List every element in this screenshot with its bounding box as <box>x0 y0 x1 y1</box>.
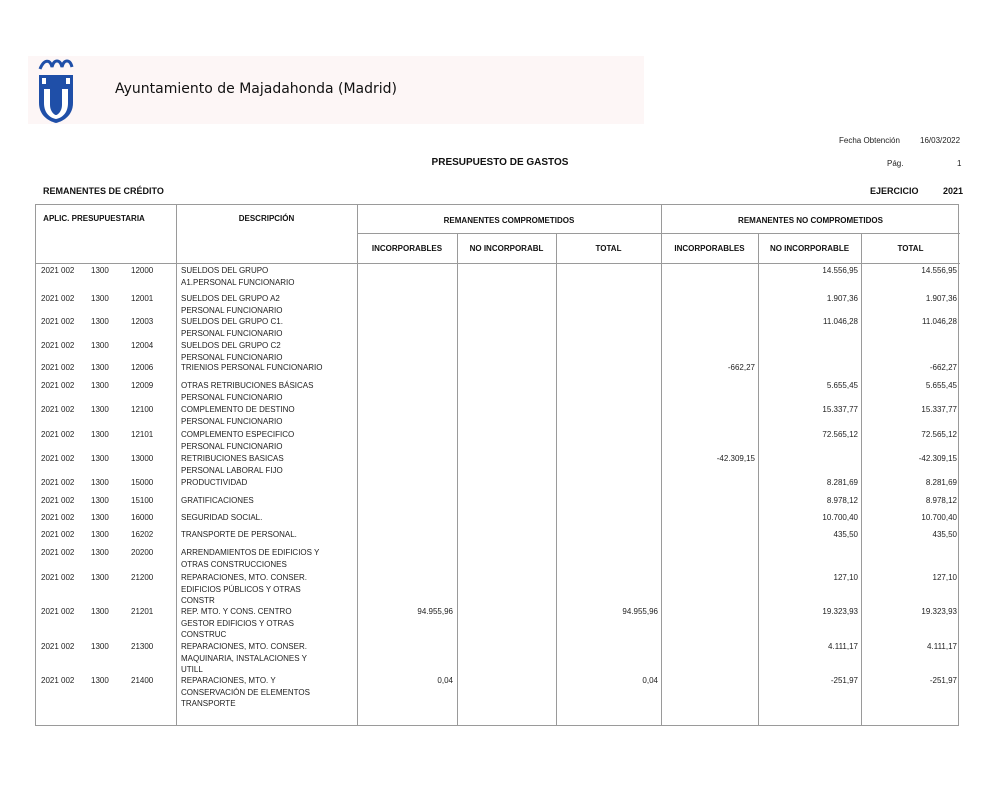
col-divider <box>176 205 177 725</box>
ejercicio-label: EJERCICIO <box>870 186 919 196</box>
descripcion-line: GRATIFICACIONES <box>181 496 254 505</box>
cell-organica: 2021 002 <box>41 266 75 275</box>
cell-nocomp-no-incorporable: 4.111,17 <box>828 642 858 651</box>
ejercicio-value: 2021 <box>943 186 964 196</box>
organization-name: Ayuntamiento de Majadahonda (Madrid) <box>115 81 398 97</box>
cell-nocomp-total: 127,10 <box>932 573 957 582</box>
cell-economica: 12003 <box>131 317 154 326</box>
descripcion-line: CONSTRUC <box>181 630 227 639</box>
cell-descripcion <box>181 572 353 607</box>
cell-comp-incorporables: 0,04 <box>437 676 453 685</box>
descripcion-line: PERSONAL FUNCIONARIO <box>181 416 283 426</box>
cell-nocomp-total: 4.111,17 <box>927 642 957 651</box>
cell-economica: 12101 <box>131 430 154 439</box>
cell-descripcion <box>181 316 353 339</box>
cell-organica: 2021 002 <box>41 341 75 350</box>
descripcion-line: TRIENIOS PERSONAL FUNCIONARIO <box>181 363 323 372</box>
descripcion-line: PERSONAL FUNCIONARIO <box>181 441 283 451</box>
cell-economica: 20200 <box>131 548 154 557</box>
cell-economica: 21300 <box>131 642 154 651</box>
cell-nocomp-incorporables: -662,27 <box>727 363 755 372</box>
col-divider <box>357 205 358 725</box>
cell-nocomp-no-incorporable: 14.556,95 <box>822 266 858 275</box>
cell-descripcion <box>181 606 353 641</box>
budget-table <box>35 204 959 726</box>
cell-nocomp-total: 14.556,95 <box>921 266 957 275</box>
cell-nocomp-no-incorporable: 1.907,36 <box>826 294 858 303</box>
descripcion-line: EDIFICIOS PÚBLICOS Y OTRAS <box>181 584 301 594</box>
cell-economica: 12000 <box>131 266 154 275</box>
cell-programa: 1300 <box>91 676 109 685</box>
cell-nocomp-total: 72.565,12 <box>921 430 957 439</box>
header-bottom-rule <box>36 263 960 264</box>
cell-nocomp-total: -251,97 <box>929 676 957 685</box>
cell-descripcion <box>181 429 353 452</box>
cell-economica: 16202 <box>131 530 154 539</box>
cell-programa: 1300 <box>91 430 109 439</box>
cell-economica: 21200 <box>131 573 154 582</box>
cell-economica: 12004 <box>131 341 154 350</box>
cell-descripcion <box>181 362 353 374</box>
cell-descripcion <box>181 404 353 427</box>
descripcion-line: COMPLEMENTO ESPECIFICO <box>181 430 295 439</box>
header-descripcion: DESCRIPCIÓN <box>238 214 295 223</box>
cell-economica: 12001 <box>131 294 154 303</box>
cell-descripcion <box>181 512 353 524</box>
cell-nocomp-no-incorporable: 72.565,12 <box>822 430 858 439</box>
descripcion-line: SUELDOS DEL GRUPO <box>181 266 269 275</box>
cell-nocomp-total: 8.978,12 <box>925 496 957 505</box>
cell-organica: 2021 002 <box>41 363 75 372</box>
cell-comp-total: 0,04 <box>642 676 658 685</box>
cell-programa: 1300 <box>91 454 109 463</box>
descripcion-line: SUELDOS DEL GRUPO C1. <box>181 317 283 326</box>
cell-nocomp-total: 8.281,69 <box>925 478 957 487</box>
cell-organica: 2021 002 <box>41 454 75 463</box>
descripcion-line: SUELDOS DEL GRUPO A2 <box>181 294 280 303</box>
cell-economica: 21400 <box>131 676 154 685</box>
cell-organica: 2021 002 <box>41 294 75 303</box>
descripcion-line: GESTOR EDIFICIOS Y OTRAS <box>181 618 294 628</box>
header-no-incorporable: NO INCORPORABLE <box>769 244 850 253</box>
cell-economica: 21201 <box>131 607 154 616</box>
cell-descripcion <box>181 529 353 541</box>
cell-organica: 2021 002 <box>41 478 75 487</box>
cell-descripcion <box>181 265 353 288</box>
cell-organica: 2021 002 <box>41 573 75 582</box>
page-value: 1 <box>957 159 962 168</box>
cell-descripcion <box>181 380 353 403</box>
descripcion-line: OTRAS CONSTRUCCIONES <box>181 559 287 569</box>
cell-programa: 1300 <box>91 642 109 651</box>
descripcion-line: CONSERVACIÓN DE ELEMENTOS <box>181 687 310 697</box>
cell-nocomp-no-incorporable: 19.323,93 <box>822 607 858 616</box>
fecha-label: Fecha Obtención <box>839 136 900 145</box>
cell-economica: 15100 <box>131 496 154 505</box>
header-aplic: APLIC. PRESUPUESTARIA <box>43 214 145 223</box>
header-incorporables: INCORPORABLES <box>371 244 443 253</box>
municipal-shield-logo <box>36 57 76 125</box>
col-divider <box>661 205 662 725</box>
descripcion-line: PERSONAL FUNCIONARIO <box>181 328 283 338</box>
descripcion-line: CONSTR <box>181 596 215 605</box>
cell-programa: 1300 <box>91 381 109 390</box>
header-divider <box>357 233 960 234</box>
cell-nocomp-total: 11.046,28 <box>922 317 957 326</box>
cell-organica: 2021 002 <box>41 607 75 616</box>
cell-economica: 16000 <box>131 513 154 522</box>
cell-nocomp-no-incorporable: 435,50 <box>833 530 858 539</box>
cell-programa: 1300 <box>91 266 109 275</box>
cell-nocomp-no-incorporable: 5.655,45 <box>826 381 858 390</box>
cell-nocomp-no-incorporable: 15.337,77 <box>822 405 858 414</box>
cell-programa: 1300 <box>91 317 109 326</box>
cell-organica: 2021 002 <box>41 548 75 557</box>
cell-descripcion <box>181 547 353 570</box>
header-total-comprometidos: TOTAL <box>595 244 622 253</box>
cell-programa: 1300 <box>91 496 109 505</box>
descripcion-line: RETRIBUCIONES BASICAS <box>181 454 284 463</box>
descripcion-line: PERSONAL FUNCIONARIO <box>181 352 283 362</box>
cell-nocomp-no-incorporable: 127,10 <box>833 573 858 582</box>
cell-organica: 2021 002 <box>41 317 75 326</box>
header-remanentes-comprometidos: REMANENTES COMPROMETIDOS <box>443 216 575 225</box>
cell-nocomp-total: 19.323,93 <box>921 607 957 616</box>
cell-descripcion <box>181 641 353 676</box>
cell-programa: 1300 <box>91 548 109 557</box>
cell-nocomp-total: 1.907,36 <box>925 294 957 303</box>
cell-nocomp-no-incorporable: 8.281,69 <box>826 478 858 487</box>
header-incorporables-no-comprometidos: INCORPORABLES <box>674 244 745 253</box>
cell-comp-total: 94.955,96 <box>622 607 658 616</box>
descripcion-line: TRANSPORTE <box>181 699 236 708</box>
descripcion-line: MAQUINARIA, INSTALACIONES Y <box>181 653 307 663</box>
fecha-value: 16/03/2022 <box>920 136 961 145</box>
descripcion-line: OTRAS RETRIBUCIONES BÁSICAS <box>181 381 314 390</box>
cell-organica: 2021 002 <box>41 530 75 539</box>
cell-nocomp-total: 10.700,40 <box>921 513 957 522</box>
cell-programa: 1300 <box>91 478 109 487</box>
cell-programa: 1300 <box>91 607 109 616</box>
cell-descripcion <box>181 675 353 710</box>
cell-descripcion <box>181 495 353 507</box>
cell-programa: 1300 <box>91 405 109 414</box>
cell-programa: 1300 <box>91 341 109 350</box>
document-title: PRESUPUESTO DE GASTOS <box>431 157 569 168</box>
descripcion-line: REPARACIONES, MTO. CONSER. <box>181 642 307 651</box>
cell-nocomp-no-incorporable: -251,97 <box>830 676 858 685</box>
descripcion-line: REP. MTO. Y CONS. CENTRO <box>181 607 292 616</box>
cell-organica: 2021 002 <box>41 496 75 505</box>
cell-organica: 2021 002 <box>41 430 75 439</box>
cell-economica: 12100 <box>131 405 154 414</box>
cell-programa: 1300 <box>91 573 109 582</box>
descripcion-line: PERSONAL LABORAL FIJO <box>181 465 283 475</box>
cell-organica: 2021 002 <box>41 676 75 685</box>
cell-nocomp-no-incorporable: 11.046,28 <box>823 317 858 326</box>
descripcion-line: UTILL <box>181 665 203 674</box>
cell-descripcion <box>181 293 353 316</box>
descripcion-line: SUELDOS DEL GRUPO C2 <box>181 341 281 350</box>
section-label: REMANENTES DE CRÉDITO <box>43 186 164 196</box>
cell-nocomp-no-incorporable: 10.700,40 <box>822 513 858 522</box>
cell-descripcion <box>181 453 353 476</box>
cell-descripcion <box>181 477 353 489</box>
cell-economica: 15000 <box>131 478 154 487</box>
cell-nocomp-total: 5.655,45 <box>925 381 957 390</box>
cell-descripcion <box>181 340 353 363</box>
header-remanentes-no-comprometidos: REMANENTES NO COMPROMETIDOS <box>738 216 883 225</box>
cell-nocomp-total: -662,27 <box>929 363 957 372</box>
descripcion-line: A1.PERSONAL FUNCIONARIO <box>181 277 295 287</box>
cell-nocomp-total: 15.337,77 <box>921 405 957 414</box>
cell-organica: 2021 002 <box>41 642 75 651</box>
cell-programa: 1300 <box>91 530 109 539</box>
descripcion-line: PRODUCTIVIDAD <box>181 478 248 487</box>
descripcion-line: REPARACIONES, MTO. CONSER. <box>181 573 307 582</box>
cell-economica: 13000 <box>131 454 154 463</box>
cell-economica: 12009 <box>131 381 154 390</box>
cell-organica: 2021 002 <box>41 381 75 390</box>
descripcion-line: PERSONAL FUNCIONARIO <box>181 305 283 315</box>
cell-nocomp-total: -42.309,15 <box>918 454 957 463</box>
cell-programa: 1300 <box>91 363 109 372</box>
cell-comp-incorporables: 94.955,96 <box>417 607 453 616</box>
cell-organica: 2021 002 <box>41 513 75 522</box>
cell-programa: 1300 <box>91 294 109 303</box>
descripcion-line: TRANSPORTE DE PERSONAL. <box>181 530 297 539</box>
cell-organica: 2021 002 <box>41 405 75 414</box>
descripcion-line: SEGURIDAD SOCIAL. <box>181 513 263 522</box>
cell-nocomp-no-incorporable: 8.978,12 <box>826 496 858 505</box>
col-divider <box>457 233 458 725</box>
descripcion-line: REPARACIONES, MTO. Y <box>181 676 276 685</box>
col-divider <box>556 233 557 725</box>
descripcion-line: ARRENDAMIENTOS DE EDIFICIOS Y <box>181 548 320 557</box>
cell-programa: 1300 <box>91 513 109 522</box>
cell-economica: 12006 <box>131 363 154 372</box>
header-no-incorporabl: NO INCORPORABL <box>469 244 544 253</box>
page-label: Pág. <box>887 159 904 168</box>
cell-nocomp-incorporables: -42.309,15 <box>716 454 755 463</box>
header-total-no-comprometidos: TOTAL <box>897 244 924 253</box>
descripcion-line: COMPLEMENTO DE DESTINO <box>181 405 295 414</box>
descripcion-line: PERSONAL FUNCIONARIO <box>181 392 283 402</box>
cell-nocomp-total: 435,50 <box>932 530 957 539</box>
